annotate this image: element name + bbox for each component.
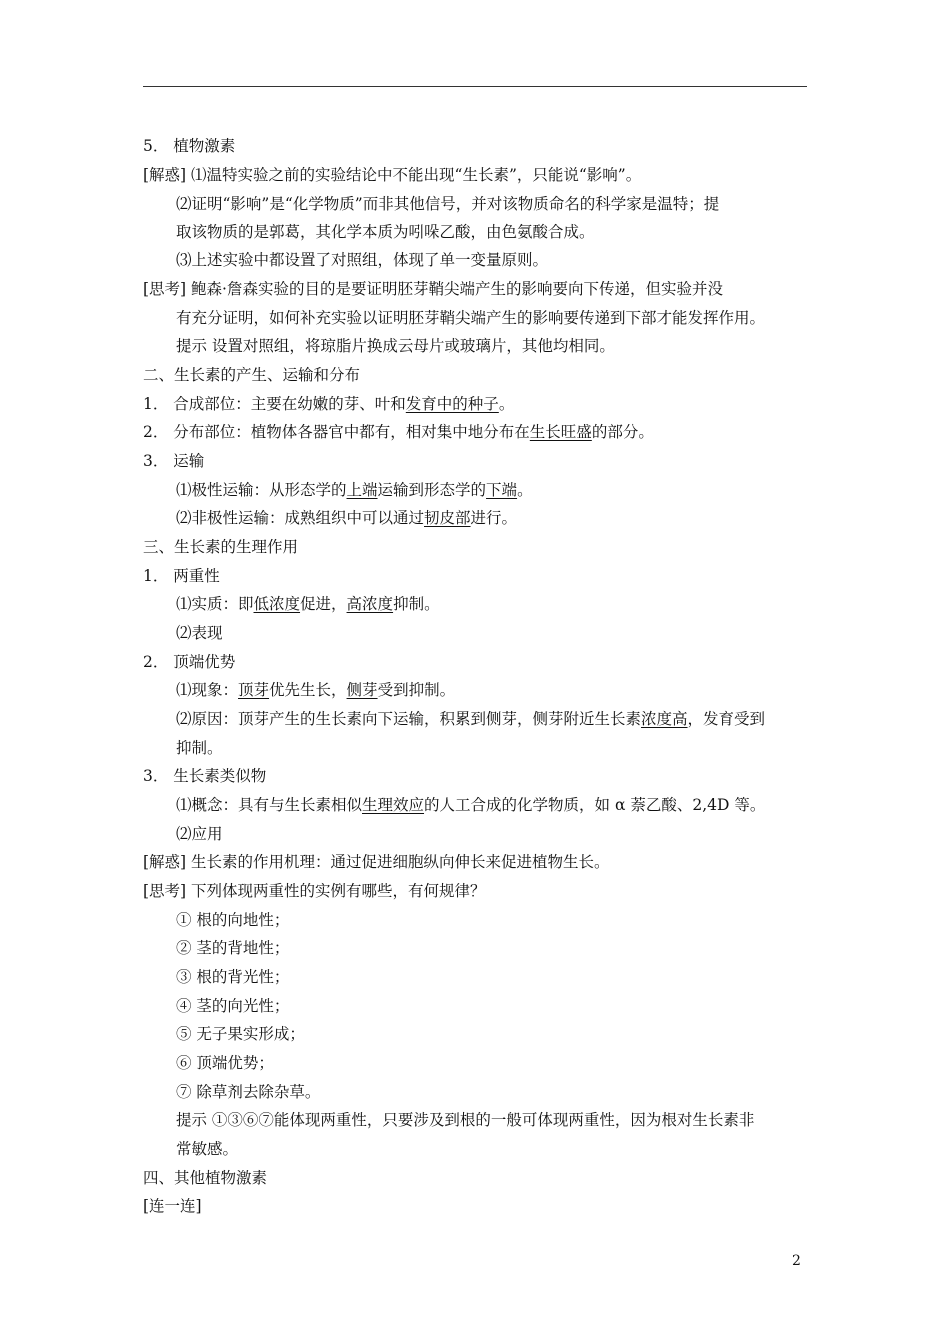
content-line: ⑵表现 xyxy=(176,624,223,642)
hint-line: 提示 ①③⑥⑦能体现两重性，只要涉及到根的一般可体现两重性，因为根对生长素非 xyxy=(176,1111,755,1129)
list-item: ① 根的向地性； xyxy=(176,911,290,929)
underlined-answer: 低浓度 xyxy=(253,595,301,613)
question-line: [思考] 鲍森·詹森实验的目的是要证明胚芽鞘尖端产生的影响要向下传递，但实验并没 xyxy=(143,280,723,298)
section-heading: 5． 植物激素 xyxy=(143,137,236,155)
content-line: ⑴实质：即低浓度促进，高浓度抑制。 xyxy=(176,595,440,613)
content-line: ⑴现象：顶芽优先生长，侧芽受到抑制。 xyxy=(176,681,456,699)
page-number: 2 xyxy=(792,1253,801,1269)
list-item: ⑤ 无子果实形成； xyxy=(176,1025,305,1043)
underlined-answer: 韧皮部 xyxy=(424,509,471,527)
list-item: ⑥ 顶端优势； xyxy=(176,1054,274,1072)
content-line: ⑴概念：具有与生长素相似生理效应的人工合成的化学物质，如 α 萘乙酸、2,4D 等。 xyxy=(176,796,766,814)
underlined-answer: 生长旺盛 xyxy=(529,423,592,441)
question-line: [思考] 下列体现两重性的实例有哪些，有何规律？ xyxy=(143,882,486,900)
underlined-answer: 高浓度 xyxy=(346,595,394,613)
list-item: ⑦ 除草剂去除杂草。 xyxy=(176,1083,321,1101)
explanation-line: ⑶上述实验中都设置了对照组，体现了单一变量原则。 xyxy=(176,251,549,269)
content-line: ⑵非极性运输：成熟组织中可以通过韧皮部进行。 xyxy=(176,509,518,527)
content-line: ⑵应用 xyxy=(176,825,223,843)
underlined-answer: 上端 xyxy=(346,481,378,499)
content-line: 2． 顶端优势 xyxy=(143,653,236,671)
content-line: [连一连] xyxy=(143,1197,202,1215)
hint-line: 常敏感。 xyxy=(176,1140,239,1158)
explanation-line: [解惑] 生长素的作用机理：通过促进细胞纵向伸长来促进植物生长。 xyxy=(143,853,610,871)
underlined-answer: 侧芽 xyxy=(346,681,378,699)
content-line: 1． 合成部位：主要在幼嫩的芽、叶和发育中的种子。 xyxy=(143,395,515,413)
header-rule xyxy=(143,86,807,87)
list-item: ④ 茎的向光性； xyxy=(176,997,290,1015)
underlined-answer: 发育中的种子 xyxy=(405,395,499,413)
explanation-line: [解惑] ⑴温特实验之前的实验结论中不能出现“生长素”，只能说“影响”。 xyxy=(143,166,642,184)
content-line: 1． 两重性 xyxy=(143,567,220,585)
underlined-answer: 浓度高 xyxy=(641,710,688,728)
content-line: 2． 分布部位：植物体各器官中都有，相对集中地分布在生长旺盛的部分。 xyxy=(143,423,654,441)
list-item: ③ 根的背光性； xyxy=(176,968,290,986)
content-line: 抑制。 xyxy=(176,739,223,757)
list-item: ② 茎的背地性； xyxy=(176,939,290,957)
explanation-line: ⑵证明“影响”是“化学物质”而非其他信号，并对该物质命名的科学家是温特；提 xyxy=(176,195,720,213)
content-line: ⑴极性运输：从形态学的上端运输到形态学的下端。 xyxy=(176,481,533,499)
underlined-answer: 下端 xyxy=(486,481,518,499)
hint-line: 提示 设置对照组，将琼脂片换成云母片或玻璃片，其他均相同。 xyxy=(176,337,615,355)
section-heading: 三、生长素的生理作用 xyxy=(143,538,299,556)
explanation-line: 取该物质的是郭葛，其化学本质为吲哚乙酸，由色氨酸合成。 xyxy=(176,223,595,241)
section-heading: 四、其他植物激素 xyxy=(143,1169,268,1187)
section-heading: 二、生长素的产生、运输和分布 xyxy=(143,366,361,384)
content-line: 3． 运输 xyxy=(143,452,205,470)
underlined-answer: 生理效应 xyxy=(362,796,425,814)
content-line: ⑵原因：顶芽产生的生长素向下运输，积累到侧芽，侧芽附近生长素浓度高，发育受到 xyxy=(176,710,766,728)
content-line: 3． 生长素类似物 xyxy=(143,767,267,785)
underlined-answer: 顶芽 xyxy=(238,681,270,699)
question-line: 有充分证明，如何补充实验以证明胚芽鞘尖端产生的影响要传递到下部才能发挥作用。 xyxy=(176,309,766,327)
